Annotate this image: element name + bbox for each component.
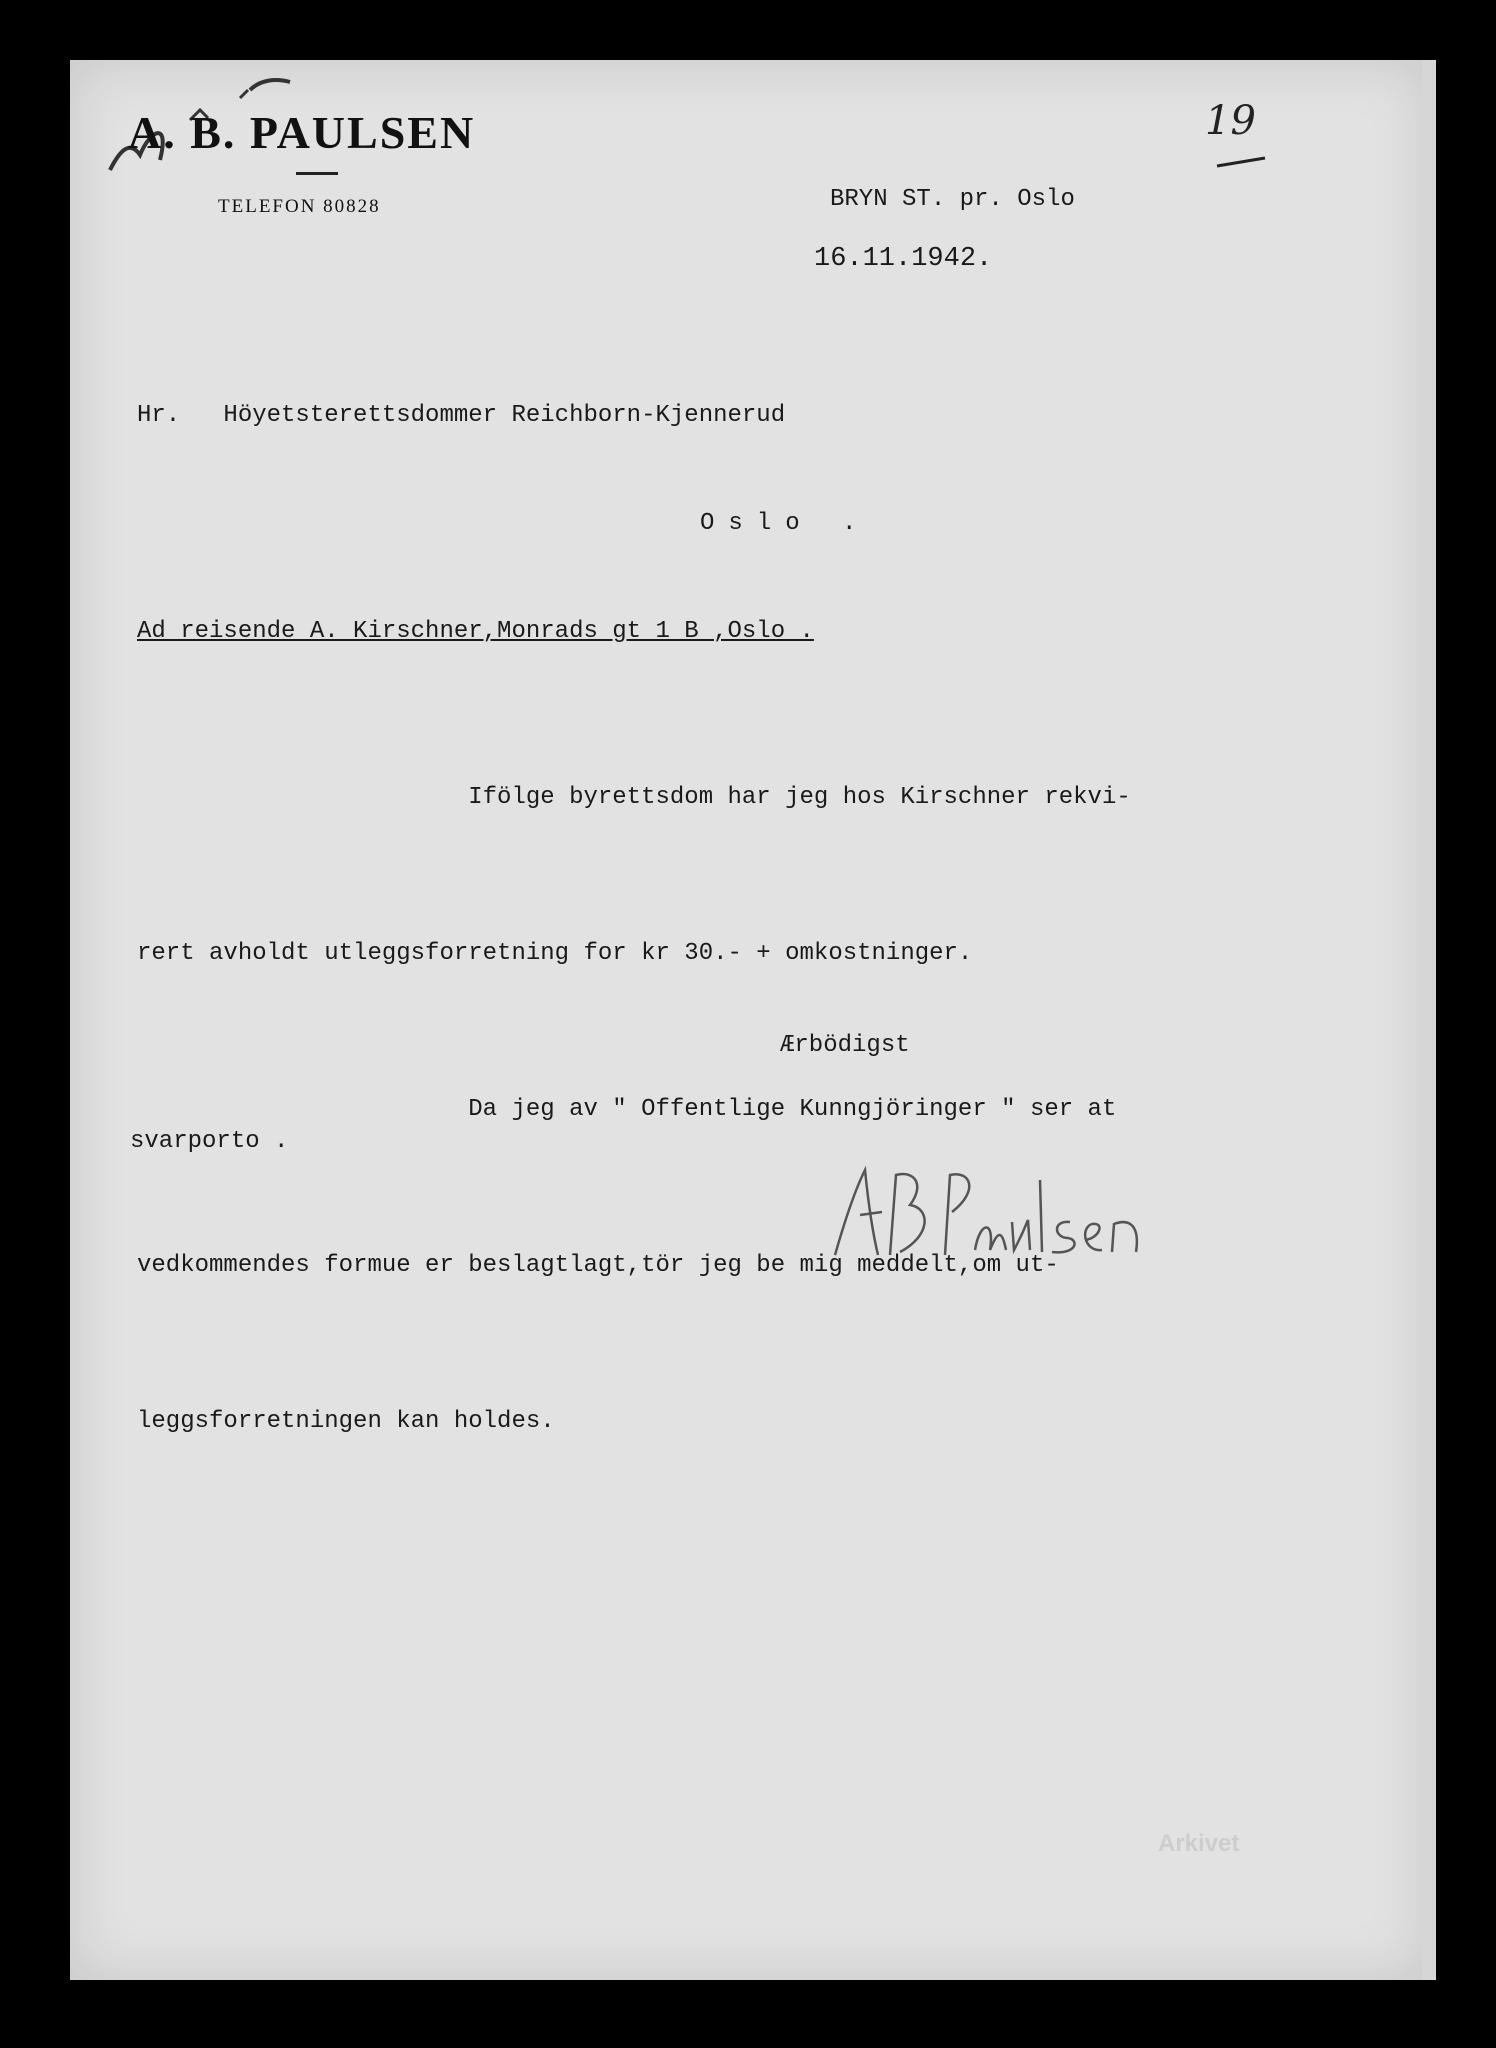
handwritten-signature	[830, 1160, 1190, 1270]
closing-line: Ærbödigst	[780, 1032, 910, 1059]
phone-number: TELEFON 80828	[218, 196, 381, 217]
subject-line: Ad reisende A. Kirschner,Monrads gt 1 B ,Oslo .	[137, 618, 814, 645]
letterhead-rule	[296, 172, 338, 175]
postscript: svarporto .	[130, 1128, 289, 1155]
body-line: leggsforretningen kan holdes.	[137, 1408, 555, 1435]
body-line: Ifölge byrettsdom har jeg hos Kirschner rekvi-	[137, 784, 1131, 811]
page-number: 19	[1205, 98, 1256, 144]
letter-body	[137, 668, 1131, 1552]
faint-archive-mark: Arkivet	[1158, 1830, 1240, 1857]
company-name: A. B. PAULSEN	[128, 107, 476, 158]
body-line: vedkommendes formue er beslagtlagt,tör jeg be mig meddelt,om ut-	[137, 1252, 1059, 1279]
recipient-city: Oslo .	[700, 510, 871, 537]
page-number-underline	[1215, 152, 1275, 172]
body-line: Da jeg av " Offentlige Kunngjöringer " ser at	[137, 1096, 1117, 1123]
recipient-line: Hr. Höyetsterettsdommer Reichborn-Kjennerud	[137, 402, 786, 429]
letter-date: 16.11.1942.	[814, 244, 993, 274]
body-line: rert avholdt utleggsforretning for kr 30.- + omkostninger.	[137, 940, 973, 967]
place-line: BRYN ST. pr. Oslo	[830, 186, 1075, 213]
